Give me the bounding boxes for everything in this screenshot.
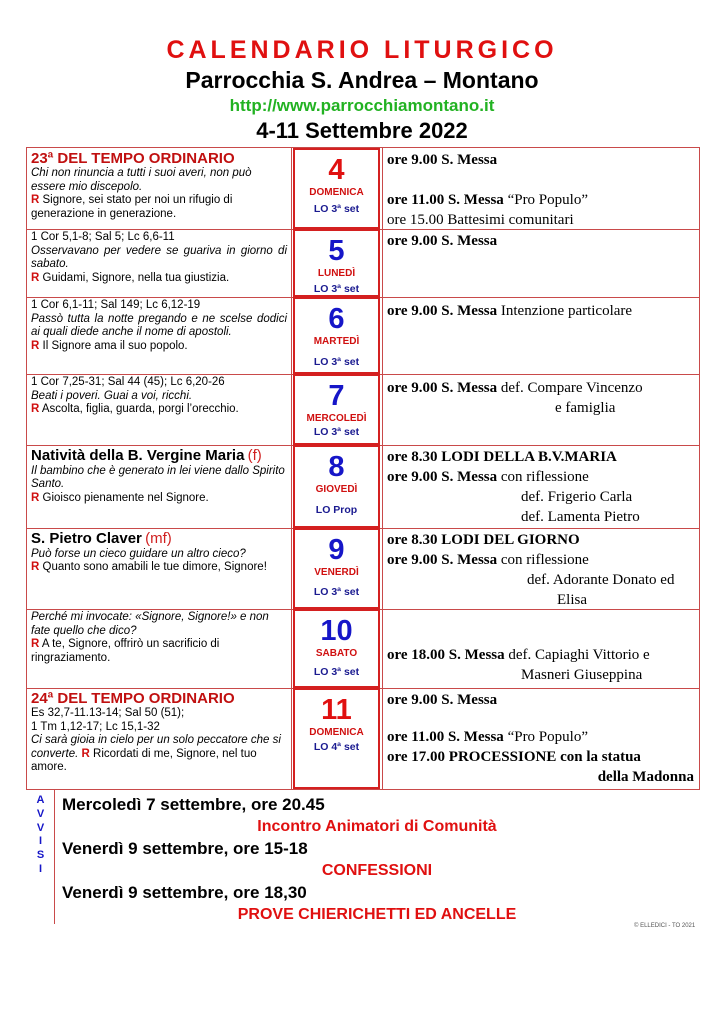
response-text: Signore, sei stato per noi un rifugio di generazione in generazione. — [31, 194, 233, 220]
liturgical-calendar-table — [26, 147, 700, 923]
notice-event: Incontro Animatori di Comunità — [257, 818, 497, 835]
psalm-response — [31, 638, 287, 665]
schedule-line — [387, 727, 694, 747]
liturgy-of-hours: LO 3ª set — [313, 586, 360, 598]
psalm-response — [31, 340, 287, 354]
day-row-4 — [27, 148, 699, 230]
liturgy-of-hours: LO 3ª set — [313, 356, 360, 368]
mass-time: ore 9.00 S. Messa — [387, 152, 498, 168]
mass-time: ore 9.00 S. Messa — [387, 552, 498, 568]
schedule-line — [387, 150, 694, 170]
day-box — [293, 609, 380, 688]
day-number: 8 — [328, 451, 345, 483]
day-box — [293, 445, 380, 528]
schedule-line — [387, 645, 694, 665]
mass-intention: Intenzione particolare — [497, 303, 633, 319]
notice-event: PROVE CHIERICHETTI ED ANCELLE — [237, 906, 517, 923]
day-name: MERCOLEDÌ — [306, 413, 367, 424]
day-number: 5 — [328, 235, 345, 267]
notices-letter: S — [36, 849, 45, 862]
copyright-notice: © ELLEDICI - TO 2021 — [634, 923, 696, 929]
gospel-verse: Perché mi invocate: «Signore, Signore!» e non fate quello che dico? — [31, 611, 269, 637]
schedule-line: Elisa — [557, 592, 587, 608]
schedule-cell — [382, 688, 698, 789]
readings: Es 32,7-11.13-14; Sal 50 (51); — [31, 707, 185, 719]
gospel-verse: Il bambino che è generato in lei viene dallo Spirito Santo. — [31, 464, 285, 491]
day-number: 9 — [328, 534, 345, 566]
mass-time: ore 9.00 S. Messa — [387, 303, 498, 319]
schedule-line — [387, 550, 694, 570]
day-name: DOMENICA — [309, 727, 364, 738]
feast-grade: (mf) — [145, 530, 172, 547]
procession-note: con la statua — [556, 749, 641, 765]
notice-date: Venerdì 9 settembre, ore 18,30 — [62, 883, 307, 902]
psalm-response — [31, 403, 287, 417]
schedule-cell — [382, 297, 698, 374]
procession-time: ore 17.00 PROCESSIONE — [387, 749, 557, 765]
mass-time: ore 9.00 S. Messa — [387, 469, 498, 485]
liturgy-of-hours: LO 4ª set — [313, 741, 360, 753]
psalm-response — [31, 492, 287, 506]
schedule-line: ore 8.30 LODI DEL GIORNO — [387, 532, 580, 548]
schedule-cell — [382, 609, 698, 688]
schedule-line — [387, 747, 694, 767]
mass-time: ore 11.00 S. Messa — [387, 729, 504, 745]
liturgy-of-hours: LO 3ª set — [313, 426, 360, 438]
mass-intention: “Pro Populo” — [503, 729, 588, 745]
day-box — [293, 297, 380, 374]
schedule-line: della Madonna — [597, 769, 694, 785]
liturgy-cell — [27, 445, 292, 528]
feast-title: 24ª DEL TEMPO ORDINARIO — [31, 690, 235, 707]
schedule-line: ore 8.30 LODI DELLA B.V.MARIA — [387, 449, 617, 465]
feast-title: Natività della B. Vergine Maria — [31, 447, 245, 464]
verse-and-response — [31, 734, 287, 775]
day-box — [293, 688, 380, 789]
schedule-line: def. Frigerio Carla — [521, 489, 633, 505]
day-row-11 — [27, 688, 699, 789]
liturgy-cell — [27, 374, 292, 445]
day-row-10 — [27, 609, 699, 689]
day-number: 7 — [328, 380, 345, 412]
psalm-response — [31, 194, 287, 221]
schedule-line: ore 15.00 Battesimi comunitari — [387, 212, 574, 228]
response-mark: R — [31, 194, 40, 207]
gospel-verse: Ci sarà gioia in cielo per un solo peccatore che si converte. — [31, 734, 281, 760]
mass-time: ore 11.00 S. Messa — [387, 192, 504, 208]
day-name: SABATO — [315, 648, 358, 659]
day-row-9 — [27, 528, 699, 610]
notices-letter: V — [36, 807, 45, 820]
response-text: Gioisco pienamente nel Signore. — [42, 491, 209, 504]
liturgy-of-hours: LO 3ª set — [313, 283, 360, 295]
liturgy-cell — [27, 297, 292, 374]
schedule-line: def. Adorante Donato ed — [527, 572, 675, 588]
schedule-line: Masneri Giuseppina — [521, 667, 643, 683]
readings: 1 Cor 7,25-31; Sal 44 (45); Lc 6,20-26 — [31, 376, 225, 388]
day-box — [293, 229, 380, 297]
day-row-6 — [27, 297, 699, 375]
response-mark: R — [81, 747, 90, 760]
schedule-cell — [382, 148, 698, 229]
day-row-7 — [27, 374, 699, 446]
schedule-cell — [382, 374, 698, 445]
liturgy-cell — [27, 229, 292, 297]
readings: 1 Cor 5,1-8; Sal 5; Lc 6,6-11 — [31, 231, 175, 243]
schedule-cell — [382, 229, 698, 297]
feast-title: S. Pietro Claver — [31, 530, 142, 547]
mass-time: ore 18.00 S. Messa — [387, 647, 505, 663]
liturgy-cell — [27, 609, 292, 688]
mass-intention: def. Compare Vincenzo — [497, 380, 643, 396]
gospel-verse: Può forse un cieco guidare un altro cieco? — [31, 547, 246, 560]
notices-letter: A — [36, 794, 45, 806]
response-text: Ricordati di me, Signore, nel tuo amore. — [31, 747, 257, 774]
readings: 1 Cor 6,1-11; Sal 149; Lc 6,12-19 — [31, 299, 201, 311]
notices-letter: V — [36, 821, 45, 834]
response-text: A te, Signore, offrirò un sacrificio di ringraziamento. — [31, 638, 220, 664]
schedule-line: e famiglia — [555, 400, 616, 416]
liturgy-cell — [27, 688, 292, 789]
liturgy-cell — [27, 528, 292, 609]
gospel-verse: Osservavano per vedere se guariva in giorno di sabato. — [31, 244, 287, 271]
mass-note: con riflessione — [497, 552, 589, 568]
feast-title-block — [31, 530, 287, 548]
schedule-cell — [382, 528, 698, 609]
psalm-response — [31, 272, 287, 286]
day-name: VENERDÌ — [314, 567, 359, 578]
feast-title-block — [31, 447, 287, 465]
day-box — [293, 374, 380, 445]
feast-grade: (f) — [247, 447, 262, 464]
parish-website-link[interactable]: http://www.parrocchiamontano.it — [229, 96, 495, 115]
day-box — [293, 148, 380, 229]
notices-label — [27, 790, 55, 924]
gospel-verse: Beati i poveri. Guai a voi, ricchi. — [31, 389, 193, 402]
notices-list — [62, 793, 692, 925]
notice-date: Mercoledì 7 settembre, ore 20.45 — [62, 795, 325, 814]
response-mark: R — [31, 638, 40, 651]
response-mark: R — [31, 403, 40, 416]
notice-event: CONFESSIONI — [321, 862, 433, 879]
day-name: MARTEDÌ — [313, 336, 360, 347]
notices-letter: I — [38, 835, 43, 848]
response-mark: R — [31, 271, 40, 284]
response-text: Ascolta, figlia, guarda, porgi l’orecchio. — [41, 403, 239, 416]
day-name: GIOVEDÌ — [315, 484, 358, 495]
schedule-line — [387, 301, 694, 321]
mass-intention: “Pro Populo” — [503, 192, 588, 208]
mass-time: ore 9.00 S. Messa — [387, 692, 498, 708]
day-number: 10 — [320, 615, 353, 647]
gospel-verse: Chi non rinuncia a tutti i suoi averi, non può essere mio discepolo. — [31, 167, 252, 193]
parish-name: Parrocchia S. Andrea – Montano — [185, 67, 539, 93]
schedule-cell — [382, 445, 698, 528]
schedule-line — [387, 690, 694, 710]
schedule-line: def. Lamenta Pietro — [521, 509, 640, 525]
day-row-8 — [27, 445, 699, 529]
mass-time: ore 9.00 S. Messa — [387, 380, 498, 396]
notices-section — [27, 789, 699, 924]
response-text: Guidami, Signore, nella tua giustizia. — [42, 271, 230, 284]
calendar-title: CALENDARIO LITURGICO — [166, 36, 558, 64]
response-text: Quanto sono amabili le tue dimore, Signore! — [42, 561, 267, 574]
gospel-verse: Passò tutta la notte pregando e ne scelse dodici ai quali diede anche il nome di apostoli. — [31, 312, 287, 339]
schedule-line — [387, 467, 694, 487]
schedule-line — [387, 231, 694, 251]
feast-title: 23ª DEL TEMPO ORDINARIO — [31, 150, 235, 167]
day-box — [293, 528, 380, 609]
liturgy-of-hours: LO Prop — [315, 504, 358, 516]
notices-letter: I — [38, 862, 43, 875]
schedule-line — [387, 378, 694, 398]
day-name: LUNEDÌ — [317, 268, 356, 279]
mass-note: con riflessione — [497, 469, 589, 485]
day-number: 6 — [328, 303, 345, 335]
liturgy-cell — [27, 148, 292, 229]
day-number: 11 — [321, 694, 352, 726]
day-name: DOMENICA — [309, 187, 364, 198]
response-mark: R — [31, 339, 40, 352]
notice-date: Venerdì 9 settembre, ore 15-18 — [62, 839, 308, 858]
liturgy-of-hours: LO 3ª set — [313, 666, 360, 678]
response-text: Il Signore ama il suo popolo. — [42, 339, 188, 352]
schedule-line — [387, 190, 694, 210]
day-number: 4 — [328, 154, 345, 186]
psalm-response — [31, 561, 287, 575]
response-mark: R — [31, 561, 40, 574]
liturgy-of-hours: LO 3ª set — [313, 203, 360, 215]
day-row-5 — [27, 229, 699, 298]
response-mark: R — [31, 491, 40, 504]
readings: 1 Tm 1,12-17; Lc 15,1-32 — [31, 720, 160, 733]
mass-intention: def. Capiaghi Vittorio e — [504, 647, 650, 663]
week-dates: 4-11 Settembre 2022 — [256, 118, 468, 143]
mass-time: ore 9.00 S. Messa — [387, 233, 498, 249]
